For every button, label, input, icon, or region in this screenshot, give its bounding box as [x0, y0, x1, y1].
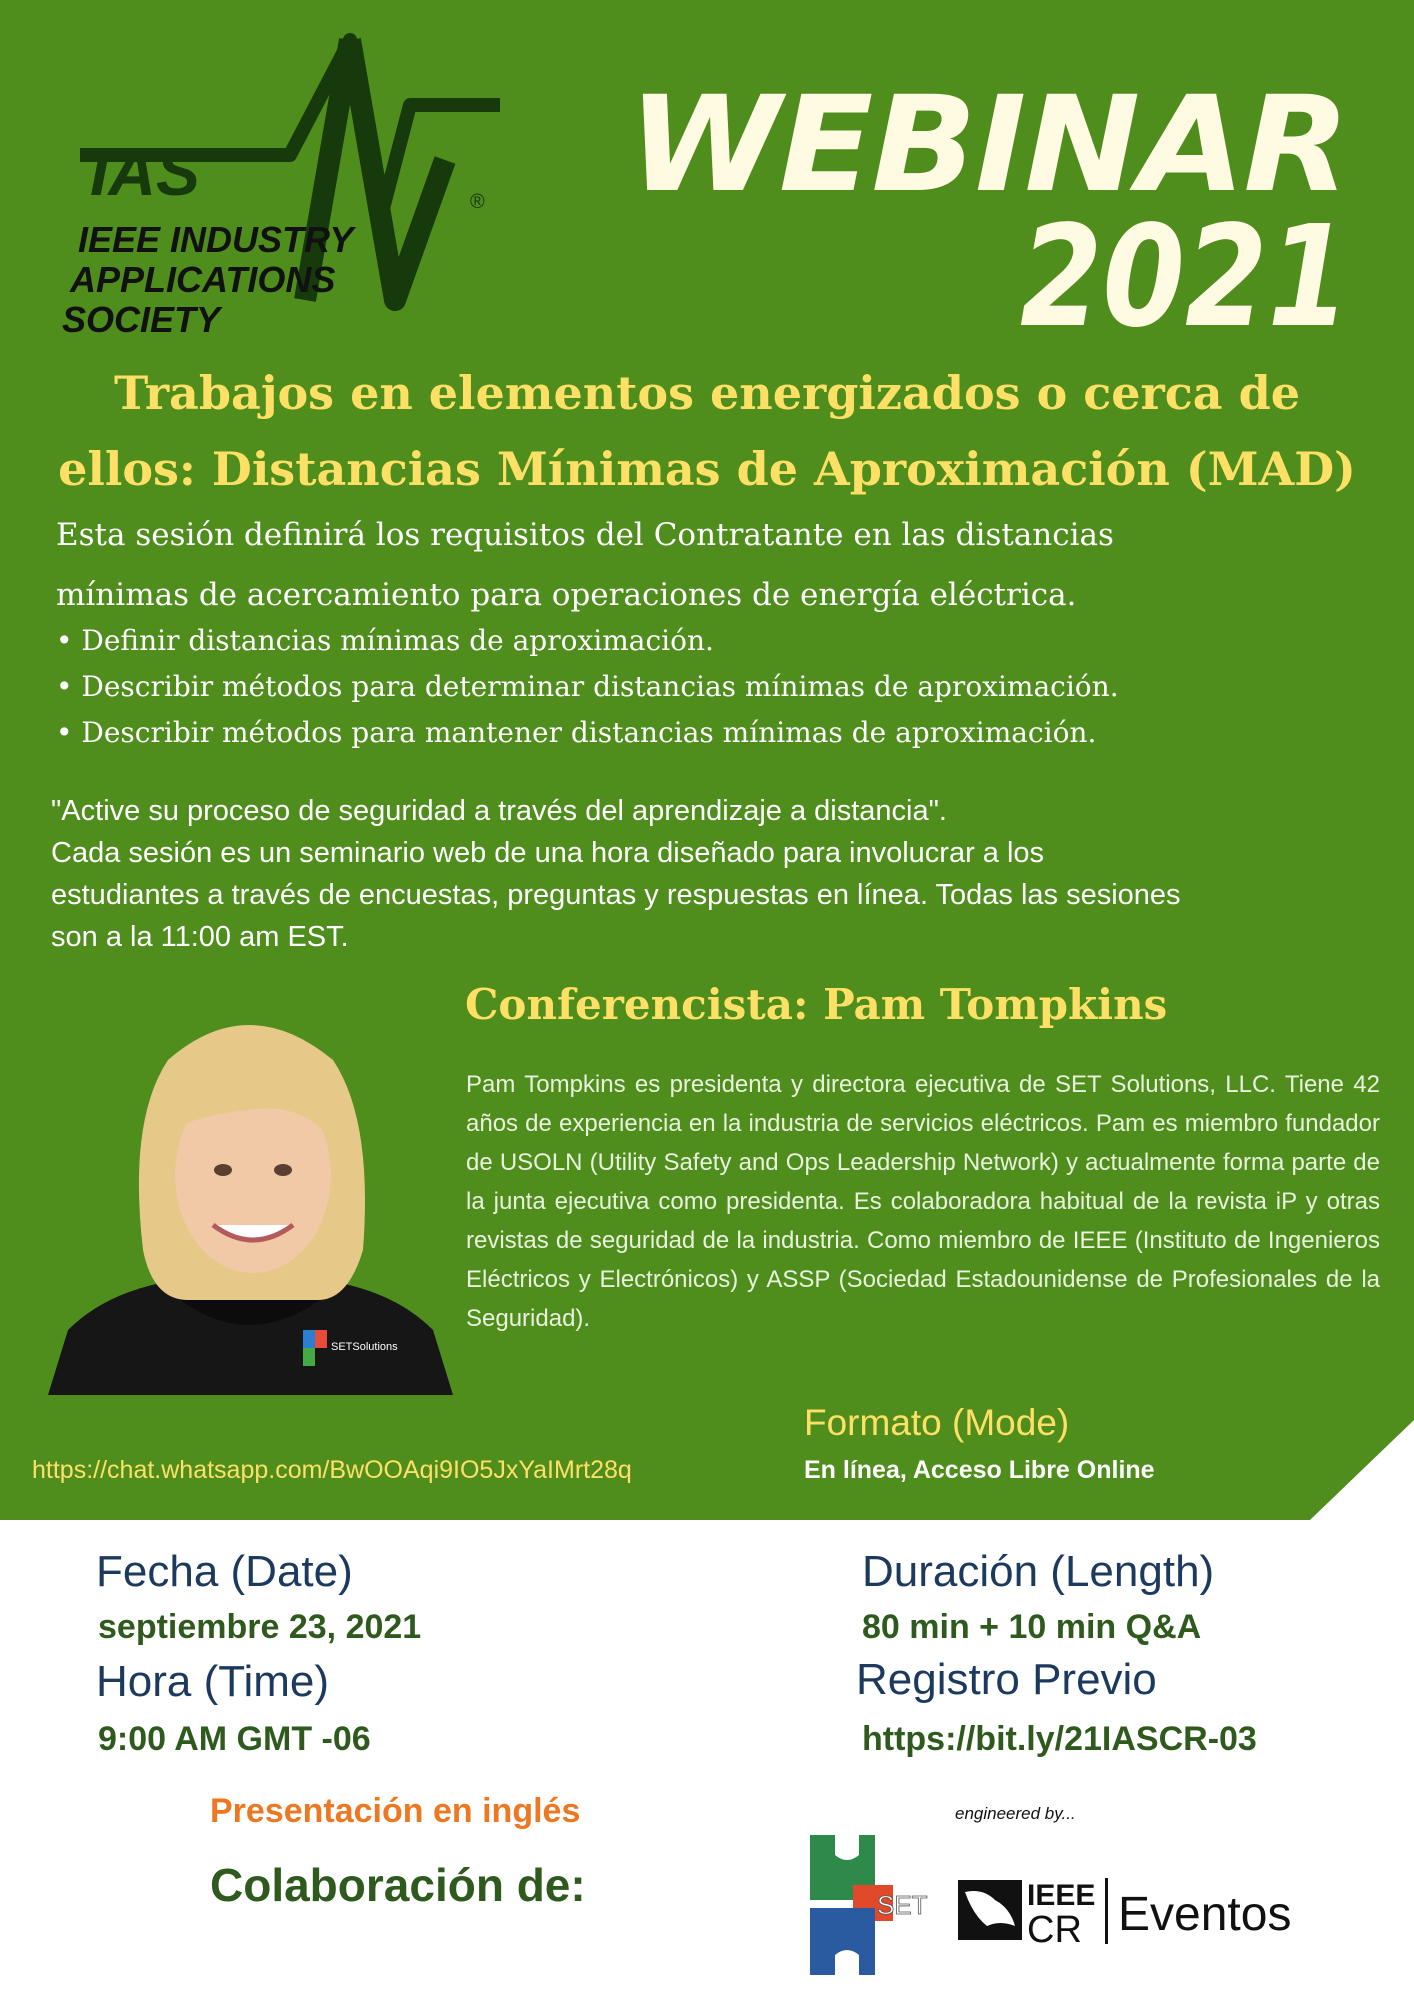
registration-label: Registro Previo	[856, 1655, 1157, 1704]
ieee-cr-logo	[958, 1879, 1095, 1951]
speaker-bio: Pam Tompkins es presidenta y directora ejecutiva de SET Solutions, LLC. Tiene 42 años de experiencia en la industria de servicios eléctricos. Pam es miembro fundador de USOLN (Utility Safety and Ops Leadership Network) y actualmente forma parte de la junta ejecutiva como presidenta. Es colaboradora habitual de la revista iP y otras revistas de seguridad de la industria. Como miembro de IEEE (Instituto de Ingenieros Eléctricos y Electrónicos) y ASSP (Sociedad Estadounidense de Profesionales de la Seguridad).	[466, 1071, 1380, 1332]
mode-value: En línea, Acceso Libre Online	[804, 1456, 1155, 1484]
title-line1: Trabajos en elementos energizados o cerca de	[113, 366, 1301, 420]
date-label: Fecha (Date)	[96, 1547, 353, 1596]
registration-link[interactable]: https://bit.ly/21IASCR-03	[862, 1720, 1257, 1758]
quote-line1: "Active su proceso de seguridad a través del aprendizaje a distancia".	[51, 795, 947, 827]
shirt-logo-text: SETSolutions	[331, 1341, 398, 1353]
mode-label: Formato (Mode)	[804, 1402, 1070, 1443]
collaboration-label: Colaboración de:	[210, 1859, 586, 1911]
session-intro	[56, 505, 1356, 625]
engineered-by: engineered by...	[955, 1804, 1076, 1823]
series-description	[51, 790, 1371, 958]
presentation-language: Presentación en inglés	[210, 1792, 581, 1830]
logo-divider	[1105, 1878, 1108, 1944]
set-text: SET	[877, 1890, 928, 1920]
registered-mark: ®	[470, 191, 485, 213]
list-item: • Describir métodos para mantener distancias mínimas de aproximación.	[56, 716, 1097, 749]
quote-line2: Cada sesión es un seminario web de una hora diseñado para involucrar a los	[51, 837, 1045, 869]
set-logo	[810, 1835, 928, 1975]
logo-line2: APPLICATIONS	[70, 259, 336, 300]
logo-line1: IEEE INDUSTRY	[78, 219, 354, 260]
intro-line1: Esta sesión definirá los requisitos del Contratante en las distancias	[56, 517, 1114, 553]
session-title	[30, 355, 1384, 507]
time-value: 9:00 AM GMT -06	[98, 1720, 371, 1758]
quote-line4: son a la 11:00 am EST.	[51, 921, 349, 953]
objectives-list	[56, 618, 1356, 756]
webinar-heading	[620, 40, 1380, 340]
logo-line3: SOCIETY	[62, 299, 221, 340]
sponsor-logos	[805, 1830, 1345, 1980]
webinar-word: WEBINAR	[628, 68, 1348, 222]
date-value: septiembre 23, 2021	[98, 1608, 422, 1646]
title-line2: ellos: Distancias Mínimas de Aproximación (MAD)	[58, 442, 1356, 496]
ias-logo	[50, 30, 520, 350]
cr-text: CR	[1027, 1909, 1082, 1951]
webinar-year: 2021	[1020, 196, 1350, 340]
list-item: • Definir distancias mínimas de aproximación.	[56, 624, 714, 657]
ieee-text: IEEE	[1027, 1879, 1096, 1912]
speaker-photo	[48, 1000, 453, 1395]
speaker-heading: Conferencista: Pam Tompkins	[465, 980, 1168, 1029]
length-label: Duración (Length)	[862, 1547, 1215, 1596]
intro-line2: mínimas de acercamiento para operaciones de energía eléctrica.	[56, 577, 1077, 613]
list-item: • Describir métodos para determinar distancias mínimas de aproximación.	[56, 670, 1119, 703]
quote-line3: estudiantes a través de encuestas, preguntas y respuestas en línea. Todas las sesiones	[51, 879, 1181, 911]
ias-text: IAS	[90, 135, 201, 209]
eventos-text: Eventos	[1118, 1888, 1292, 1941]
time-label: Hora (Time)	[96, 1657, 330, 1706]
whatsapp-link[interactable]: https://chat.whatsapp.com/BwOOAqi9IO5JxYaIMrt28q	[32, 1456, 632, 1484]
length-value: 80 min + 10 min Q&A	[862, 1608, 1202, 1646]
